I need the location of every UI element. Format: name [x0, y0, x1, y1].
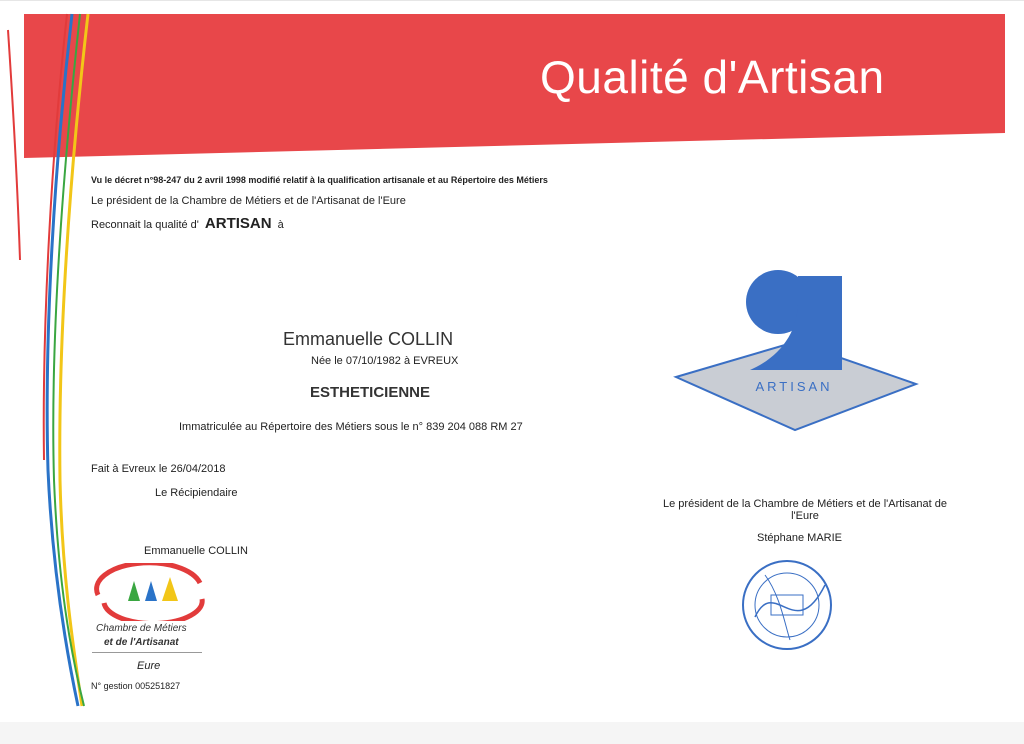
recognition-statement — [91, 215, 284, 232]
decree-reference: Vu le décret n°98-247 du 2 avril 1998 modifié relatif à la qualification artisanale et au Répertoire des Métiers — [91, 175, 548, 185]
issue-place-date: Fait à Evreux le 26/04/2018 — [91, 463, 226, 475]
recognition-suffix: à — [277, 219, 284, 231]
president-statement: Le président de la Chambre de Métiers et de l'Artisanat de l'Eure — [91, 195, 406, 207]
cma-logo — [90, 563, 210, 621]
cma-name-line1: Chambre de Métiers — [96, 623, 187, 634]
holder-profession: ESTHETICIENNE — [310, 384, 431, 401]
gestion-number: N° gestion 005251827 — [91, 681, 181, 691]
holder-registration: Immatriculée au Répertoire des Métiers sous le n° 839 204 088 RM 27 — [179, 421, 523, 433]
artisan-logo — [670, 262, 920, 434]
artisan-logo-label: ARTISAN — [755, 379, 833, 394]
cma-divider — [92, 652, 202, 653]
recipient-name: Emmanuelle COLLIN — [144, 545, 248, 557]
signatory-name: Stéphane MARIE — [757, 532, 842, 544]
certificate-title: Qualité d'Artisan — [540, 51, 885, 103]
cma-name-line2: et de l'Artisanat — [104, 637, 179, 648]
recognition-title: ARTISAN — [204, 215, 272, 232]
holder-name: Emmanuelle COLLIN — [283, 329, 454, 349]
holder-birth: Née le 07/10/1982 à EVREUX — [311, 355, 459, 367]
signatory-title: Le président de la Chambre de Métiers et de l'Artisanat de l'Eure — [663, 498, 947, 522]
recipient-title: Le Récipiendaire — [155, 487, 238, 499]
recognition-prefix: Reconnait la qualité d' — [91, 219, 199, 231]
cma-department: Eure — [137, 660, 161, 672]
official-seal — [735, 555, 845, 655]
